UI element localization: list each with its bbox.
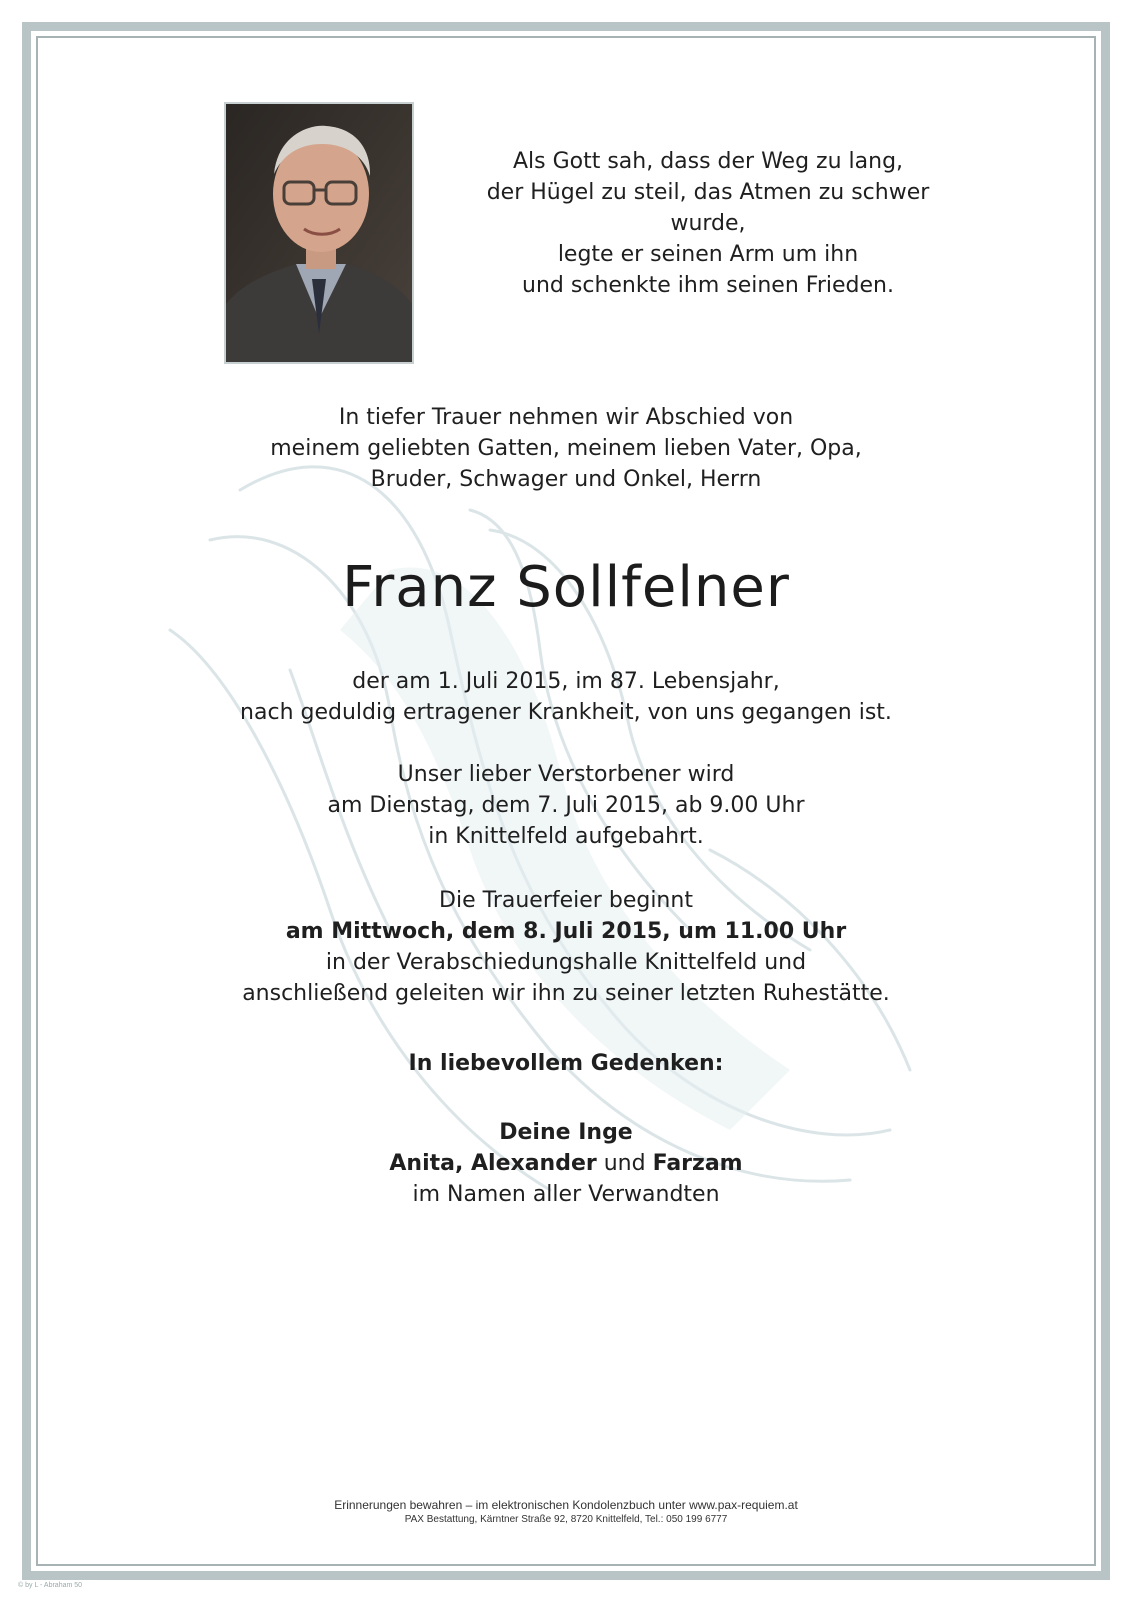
mourner-children — [0, 1148, 1132, 1179]
viewing-line: in Knittelfeld aufgebahrt. — [428, 824, 704, 849]
funeral-date: am Mittwoch, dem 8. Juli 2015, um 11.00 Uhr — [285, 919, 847, 944]
death-line: der am 1. Juli 2015, im 87. Lebensjahr, — [352, 669, 780, 694]
copyright-note: © by L - Abraham 50 — [18, 1582, 83, 1589]
farewell-intro — [0, 402, 1132, 495]
footer-condolence: Erinnerungen bewahren – im elektronischen Kondolenzbuch unter www.pax-requiem.at — [334, 1498, 798, 1512]
viewing-info — [0, 759, 1132, 852]
intro-line: In tiefer Trauer nehmen wir Abschied von — [338, 405, 794, 430]
footer-address: PAX Bestattung, Kärntner Straße 92, 8720 Knittelfeld, Tel.: 050 199 6777 — [404, 1514, 728, 1525]
poem-line: und schenkte ihm seinen Frieden. — [522, 273, 894, 298]
death-notice — [0, 666, 1132, 728]
funeral-line: anschließend geleiten wir ihn zu seiner letzten Ruhestätte. — [242, 981, 890, 1006]
mourner-name: Farzam — [652, 1151, 743, 1176]
memory-line: In liebevollem Gedenken: — [408, 1051, 724, 1076]
footer — [0, 1497, 1132, 1526]
viewing-line: Unser lieber Verstorbener wird — [397, 762, 735, 787]
intro-line: Bruder, Schwager und Onkel, Herrn — [370, 467, 762, 492]
poem-line: Als Gott sah, dass der Weg zu lang, — [512, 149, 904, 174]
funeral-info — [0, 885, 1132, 1009]
mourner-relatives: im Namen aller Verwandten — [412, 1182, 720, 1207]
mourner-names: Anita, Alexander — [389, 1151, 597, 1176]
poem — [448, 146, 968, 301]
viewing-line: am Dienstag, dem 7. Juli 2015, ab 9.00 Uhr — [327, 793, 805, 818]
intro-line: meinem geliebten Gatten, meinem lieben Vater, Opa, — [270, 436, 862, 461]
funeral-line: Die Trauerfeier beginnt — [439, 888, 693, 913]
mourners — [0, 1117, 1132, 1210]
portrait-photo — [224, 102, 414, 364]
deceased-name: Franz Sollfelner — [342, 555, 790, 620]
poem-line: der Hügel zu steil, das Atmen zu schwer wurde, — [486, 180, 930, 236]
mourner-conjunction: und — [596, 1151, 653, 1176]
memory-heading — [0, 1048, 1132, 1079]
mourner-spouse: Deine Inge — [499, 1120, 633, 1145]
funeral-line: in der Verabschiedungshalle Knittelfeld und — [325, 950, 807, 975]
poem-line: legte er seinen Arm um ihn — [557, 242, 859, 267]
death-line: nach geduldig ertragener Krankheit, von uns gegangen ist. — [240, 700, 892, 725]
